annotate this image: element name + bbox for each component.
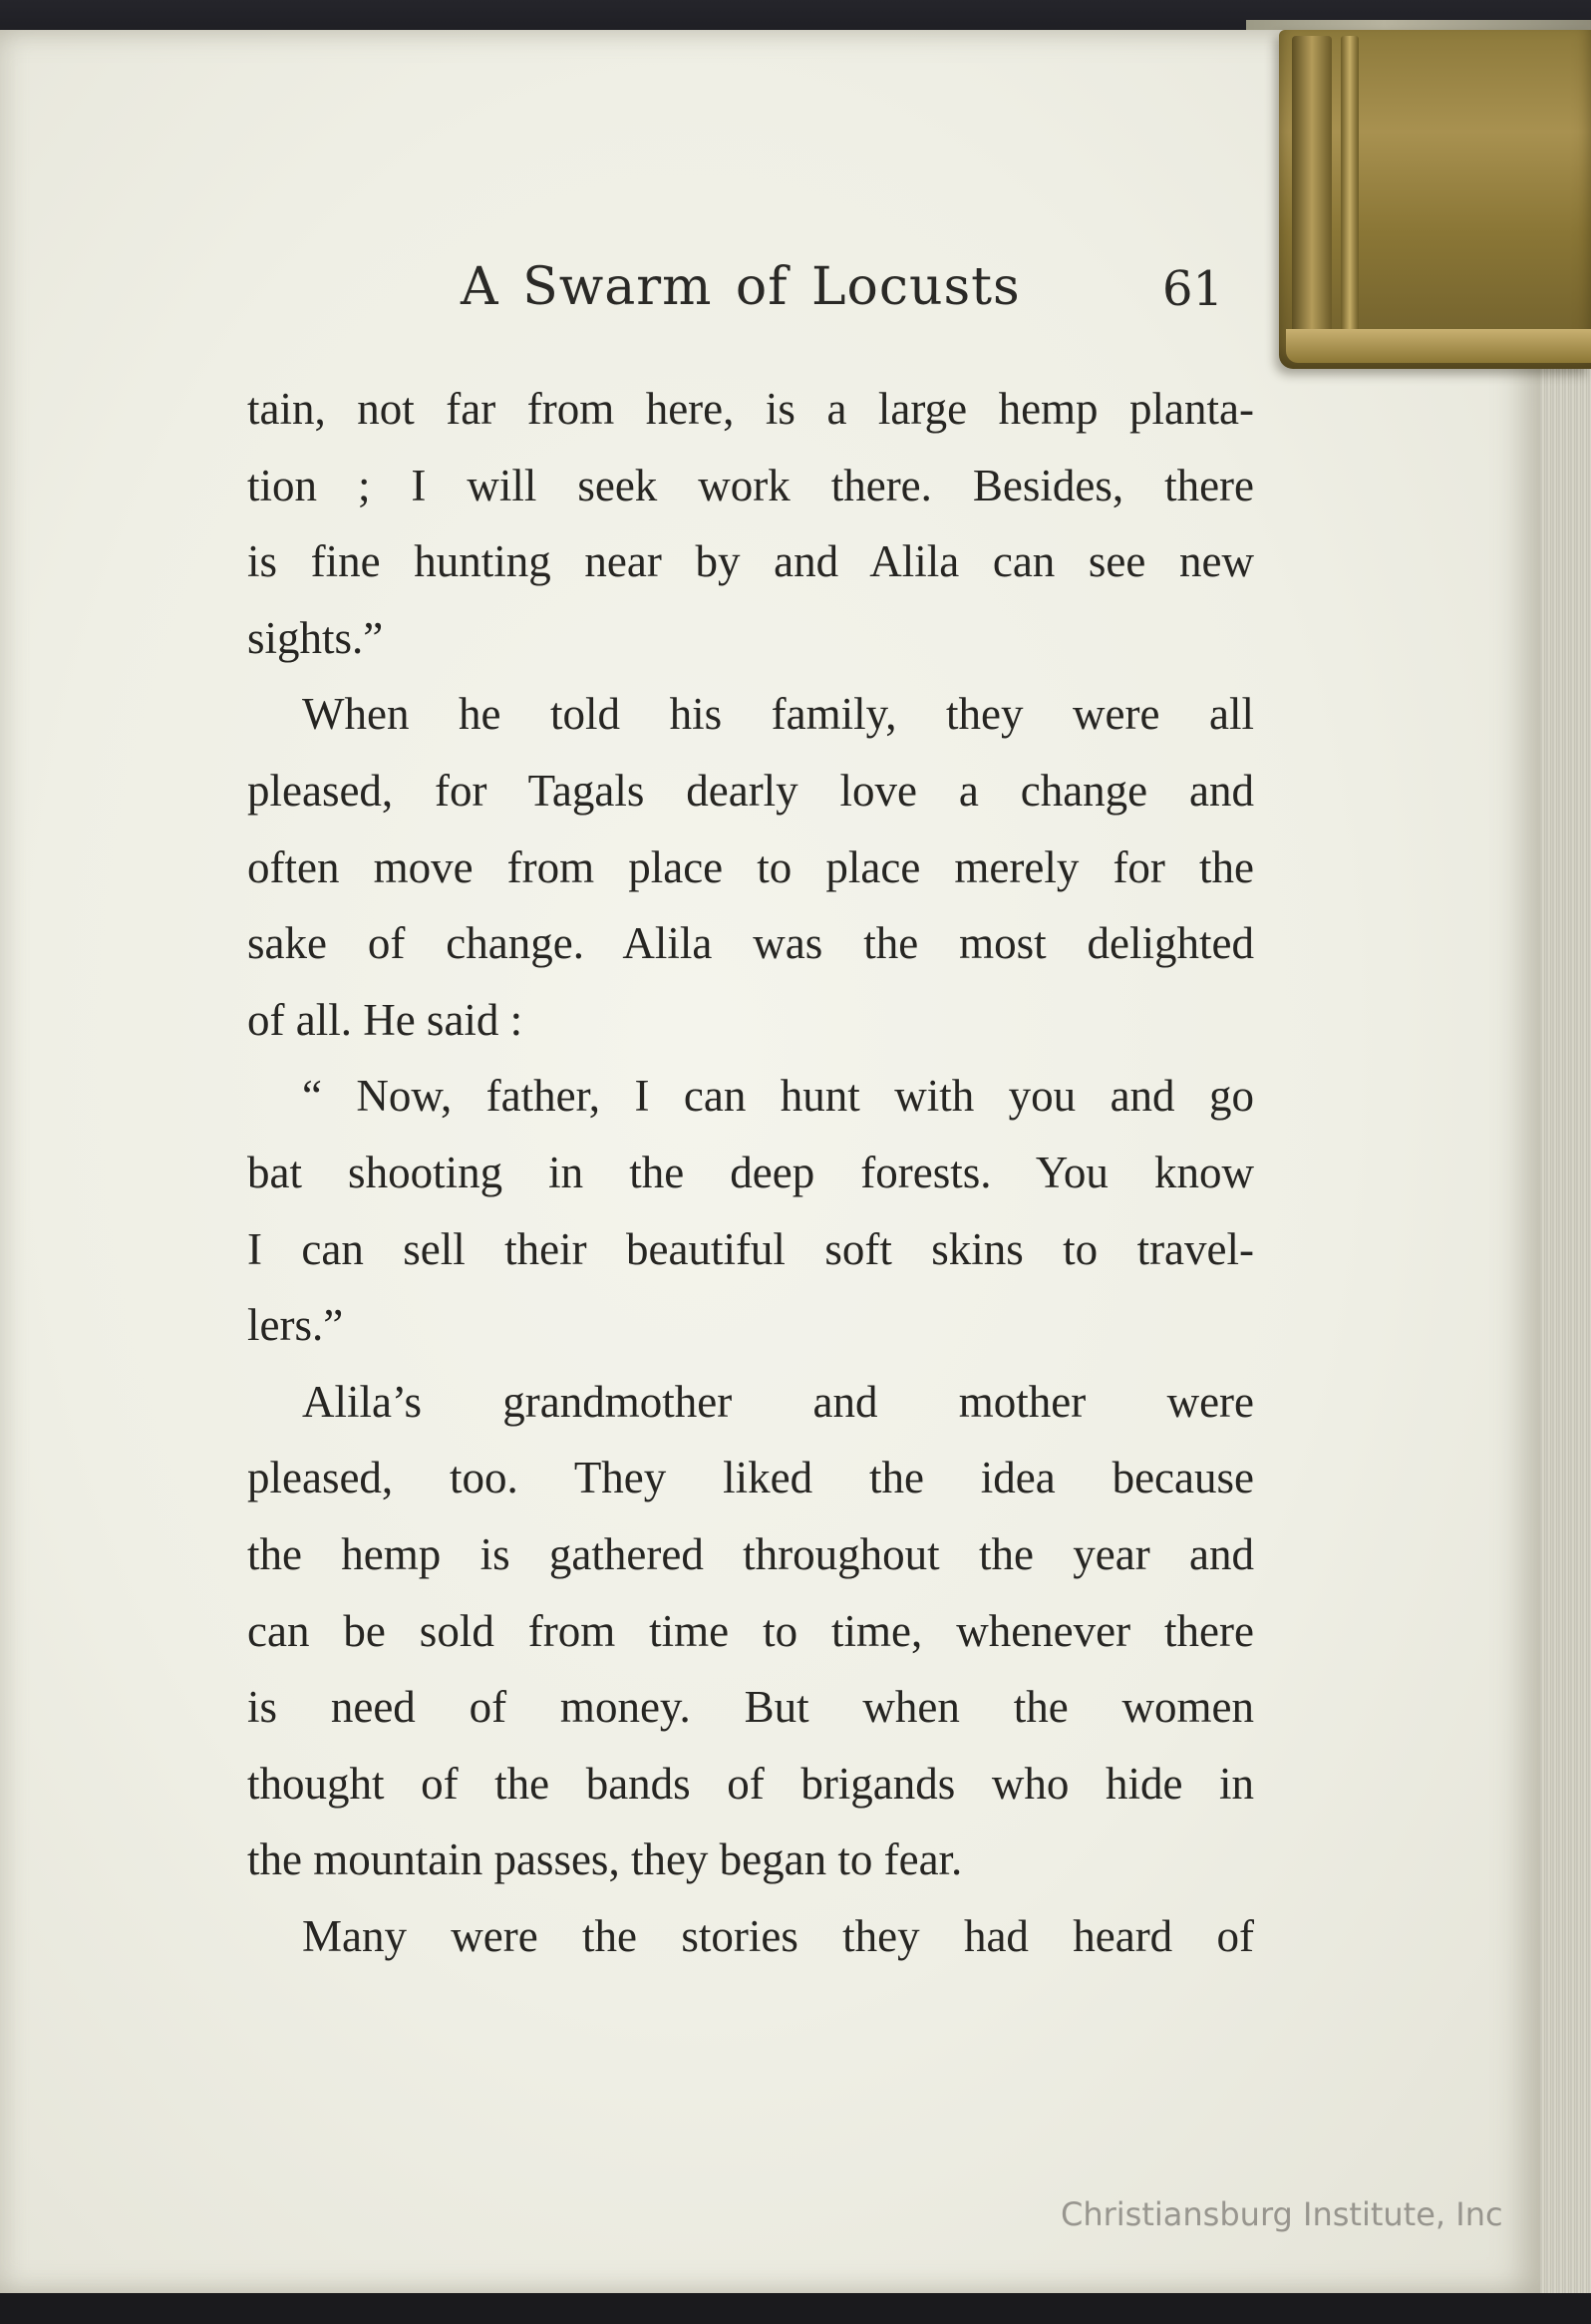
page-number: 61 <box>1162 261 1224 317</box>
gilt-band-inner <box>1341 36 1359 350</box>
text-line: pleased, too. They liked the idea because <box>247 1453 1254 1503</box>
text-line: sights.” <box>247 612 384 663</box>
text-line: I can sell their beautiful soft skins to travel- <box>247 1223 1254 1274</box>
text-line: is fine hunting near by and Alila can see new <box>247 536 1254 587</box>
text-line: tain, not far from here, is a large hemp planta- <box>247 384 1254 434</box>
cloth-cover-bottom <box>0 2293 1591 2324</box>
text-line: bat shooting in the deep forests. You know <box>247 1147 1254 1197</box>
text-line: When he told his family, they were all <box>302 689 1254 740</box>
text-line: sake of change. Alila was the most delighted <box>247 918 1254 969</box>
text-line: thought of the bands of brigands who hide in <box>247 1758 1254 1809</box>
text-line: can be sold from time to time, whenever there <box>247 1605 1254 1656</box>
text-line: often move from place to place merely for the <box>247 841 1254 892</box>
text-line: tion ; I will seek work there. Besides, there <box>247 460 1254 510</box>
text-line: Many were the stories they had heard of <box>302 1910 1254 1961</box>
text-line: is need of money. But when the women <box>247 1682 1254 1733</box>
watermark-text: Christiansburg Institute, Inc <box>1061 2195 1503 2233</box>
text-line: lers.” <box>247 1300 344 1351</box>
running-head-title: A Swarm of Locusts <box>461 257 1021 317</box>
text-line: “ Now, father, I can hunt with you and go <box>302 1071 1254 1122</box>
text-line: Alila’s grandmother and mother were <box>302 1376 1254 1427</box>
gilt-page-bottom <box>1286 329 1591 363</box>
gilt-band <box>1292 36 1332 345</box>
body-text <box>247 371 1254 1974</box>
text-line: pleased, for Tagals dearly love a change and <box>247 765 1254 816</box>
text-line: the hemp is gathered throughout the year and <box>247 1528 1254 1579</box>
text-line: of all. He said : <box>247 994 523 1045</box>
text-line: the mountain passes, they began to fear. <box>247 1834 963 1885</box>
